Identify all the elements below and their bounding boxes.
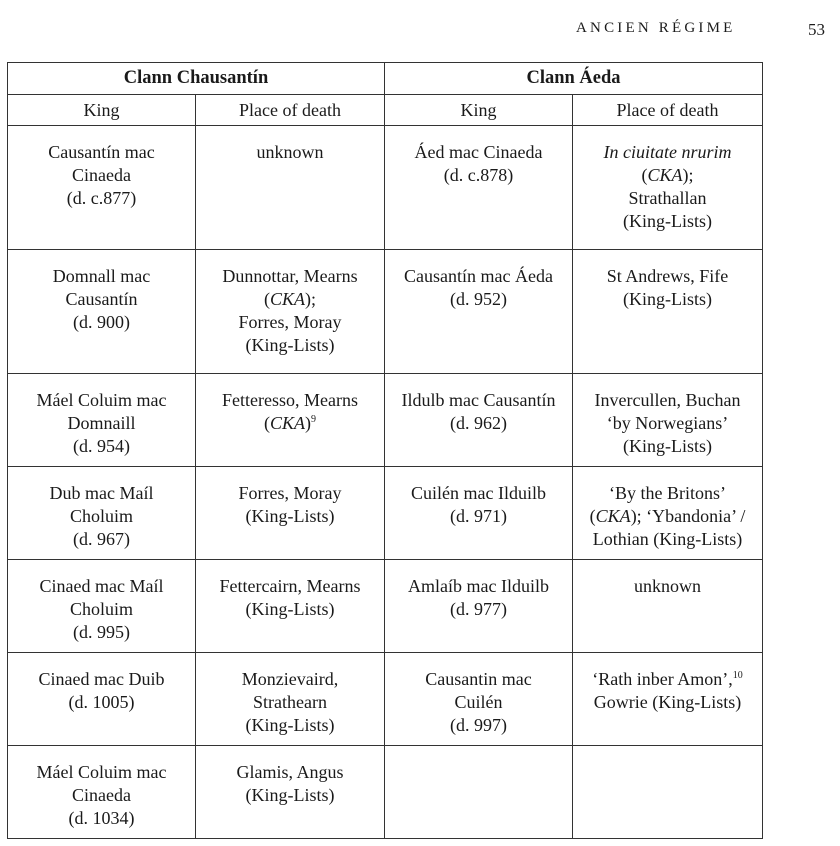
- running-head: ANCIEN RÉGIME: [576, 20, 736, 36]
- place-of-death-cell: [196, 746, 385, 839]
- cell-line: (d. 952): [450, 289, 507, 309]
- cell-line: Cinaeda: [72, 785, 131, 805]
- king-cell: [8, 746, 196, 839]
- empty-cell: [385, 746, 573, 839]
- cell-line: Amlaíb mac Ilduilb: [408, 576, 549, 596]
- cell-line: (d. 962): [450, 413, 507, 433]
- column-header-king: King: [8, 95, 196, 126]
- table-row: [8, 374, 763, 467]
- cell-line: (King-Lists): [245, 785, 335, 805]
- cell-line: Lothian (King-Lists): [592, 529, 743, 549]
- cell-line: Gowrie (King-Lists): [593, 692, 742, 712]
- cell-line-source-ref: (CKA); ‘Ybandonia’ /: [589, 506, 746, 526]
- cell-line: (d. c.878): [443, 165, 514, 185]
- cell-line: Ildulb mac Causantín: [401, 390, 556, 410]
- place-of-death-cell: [196, 126, 385, 250]
- king-cell: [385, 653, 573, 746]
- king-cell: [385, 126, 573, 250]
- cell-line: (d. 977): [450, 599, 507, 619]
- cell-line: Áed mac Cinaeda: [414, 142, 543, 162]
- cell-line: Dub mac Maíl: [49, 483, 154, 503]
- cell-line: St Andrews, Fife: [606, 266, 729, 286]
- cell-line: (King-Lists): [245, 506, 335, 526]
- cell-line: Máel Coluim mac: [36, 762, 167, 782]
- cell-line-source-ref: (CKA);: [641, 165, 694, 185]
- cell-line: [575, 668, 760, 691]
- cell-line: Strathallan: [628, 188, 707, 208]
- cell-line: Máel Coluim mac: [36, 390, 167, 410]
- cell-line: Causantín: [65, 289, 138, 309]
- table-row: [8, 560, 763, 653]
- cell-line-source-ref: [198, 412, 382, 435]
- cell-line: Causantín mac Áeda: [404, 266, 553, 286]
- cell-line: Cinaed mac Maíl: [39, 576, 164, 596]
- king-cell: [8, 467, 196, 560]
- place-of-death-cell: [196, 560, 385, 653]
- cell-line: Invercullen, Buchan: [594, 390, 741, 410]
- kings-table: [7, 62, 763, 839]
- cell-line: (d. 995): [73, 622, 130, 642]
- place-of-death-cell: [196, 653, 385, 746]
- place-of-death-cell: [573, 250, 763, 374]
- cell-line: Strathearn: [253, 692, 327, 712]
- column-header-place-of-death: Place of death: [196, 95, 385, 126]
- source-abbreviation: CKA: [269, 289, 305, 309]
- cell-line: unknown: [634, 576, 701, 596]
- cell-line: (d. 954): [73, 436, 130, 456]
- cell-line: Cuilén mac Ilduilb: [411, 483, 546, 503]
- cell-line: (d. 971): [450, 506, 507, 526]
- king-cell: [8, 250, 196, 374]
- cell-line: ‘by Norwegians’: [606, 413, 729, 433]
- table-row: [8, 653, 763, 746]
- cell-line: (King-Lists): [245, 335, 335, 355]
- cell-line: unknown: [256, 142, 324, 162]
- cell-line-source-ref: (CKA);: [263, 289, 316, 309]
- cell-line: Forres, Moray: [238, 312, 342, 332]
- cell-line: Forres, Moray: [238, 483, 342, 503]
- cell-line: Cinaed mac Duib: [38, 669, 165, 689]
- king-cell: [385, 560, 573, 653]
- empty-cell: [573, 746, 763, 839]
- cell-line: Monzievaird,: [241, 669, 339, 689]
- footnote-marker: 10: [732, 670, 743, 681]
- table-row: [8, 126, 763, 250]
- column-header-place-of-death: Place of death: [573, 95, 763, 126]
- place-of-death-cell: [196, 374, 385, 467]
- cell-line: Domnall mac: [52, 266, 151, 286]
- cell-line: Domnaill: [67, 413, 136, 433]
- king-cell: [8, 126, 196, 250]
- cell-line: Dunnottar, Mearns: [222, 266, 358, 286]
- cell-line: Cinaeda: [72, 165, 131, 185]
- place-text: ‘Rath inber Amon’,: [592, 669, 733, 689]
- cell-line: (d. 967): [73, 529, 130, 549]
- cell-line: Causantín mac: [48, 142, 155, 162]
- clan-header-row: [8, 63, 763, 95]
- clan-heading-aeda: Clann Áeda: [385, 63, 763, 95]
- cell-line: (d. 997): [450, 715, 507, 735]
- cell-line: Choluim: [69, 506, 133, 526]
- place-of-death-cell: [573, 126, 763, 250]
- cell-line: (King-Lists): [623, 289, 712, 309]
- king-cell: [8, 560, 196, 653]
- cell-line: ‘By the Britons’: [609, 483, 726, 503]
- cell-line: Cuilén: [454, 692, 503, 712]
- cell-line: (King-Lists): [245, 599, 335, 619]
- cell-line: (King-Lists): [623, 436, 712, 456]
- cell-line: Choluim: [69, 599, 133, 619]
- king-cell: [385, 467, 573, 560]
- place-of-death-cell: [573, 467, 763, 560]
- king-cell: [385, 374, 573, 467]
- king-cell: [8, 653, 196, 746]
- king-cell: [8, 374, 196, 467]
- king-cell: [385, 250, 573, 374]
- clan-heading-chausantin: Clann Chausantín: [8, 63, 385, 95]
- cell-line: (d. c.877): [66, 188, 137, 208]
- place-of-death-cell: [573, 374, 763, 467]
- cell-line: Glamis, Angus: [236, 762, 344, 782]
- table-row: [8, 250, 763, 374]
- cell-line: (d. 1005): [68, 692, 135, 712]
- table-row: [8, 746, 763, 839]
- place-of-death-cell: [196, 250, 385, 374]
- source-abbreviation: CKA: [647, 165, 683, 185]
- column-header-king: King: [385, 95, 573, 126]
- place-of-death-cell: [196, 467, 385, 560]
- footnote-marker: 9: [311, 414, 316, 425]
- table-row: [8, 467, 763, 560]
- source-ref: (CKA): [263, 413, 311, 433]
- cell-line: Causantin mac: [425, 669, 532, 689]
- cell-line: Fetteresso, Mearns: [222, 390, 358, 410]
- cell-line: (d. 1034): [68, 808, 135, 828]
- cell-line: Fettercairn, Mearns: [219, 576, 361, 596]
- place-of-death-cell: [573, 560, 763, 653]
- page-number: 53: [808, 20, 825, 39]
- source-abbreviation: CKA: [595, 506, 631, 526]
- cell-line: (King-Lists): [245, 715, 335, 735]
- source-abbreviation: CKA: [269, 413, 305, 433]
- cell-line: (King-Lists): [623, 211, 712, 231]
- place-of-death-cell: [573, 653, 763, 746]
- cell-line: (d. 900): [73, 312, 130, 332]
- cell-line-italic: In ciuitate nrurim: [603, 142, 732, 162]
- column-header-row: [8, 95, 763, 126]
